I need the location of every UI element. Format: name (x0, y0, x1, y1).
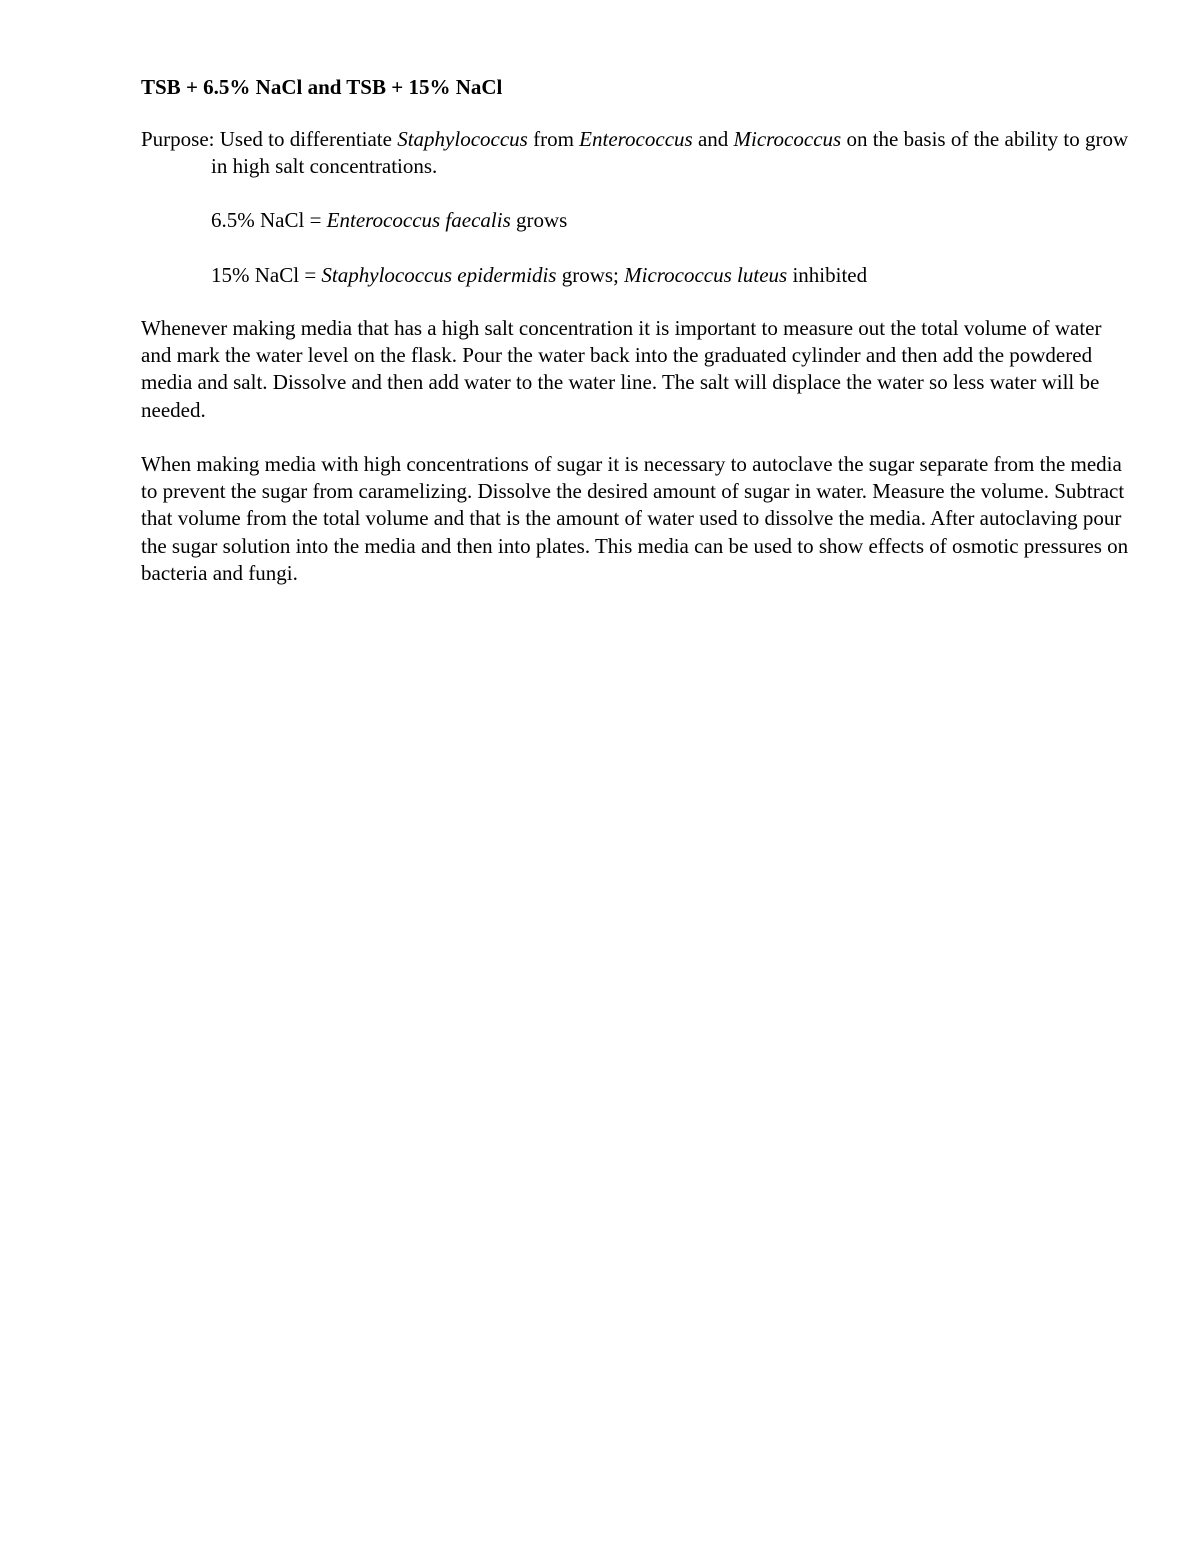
result-line-15-percent (211, 262, 867, 289)
purpose-text: on the basis of the ability to grow in high salt concentrations. (211, 127, 1129, 178)
result-line-6-5-percent (211, 207, 567, 234)
result-suffix: inhibited (787, 263, 868, 287)
purpose-text: from (527, 127, 580, 151)
organism-name: Staphylococcus (397, 127, 528, 151)
result-middle: grows; (556, 263, 625, 287)
document-title: TSB + 6.5% NaCl and TSB + 15% NaCl (141, 75, 503, 99)
purpose-text: and (692, 127, 734, 151)
organism-name: Enterococcus (579, 127, 693, 151)
purpose-label: Purpose: (141, 127, 215, 151)
result-prefix: 15% NaCl = (211, 263, 322, 287)
organism-name: Micrococcus (733, 127, 842, 151)
salt-media-paragraph: Whenever making media that has a high salt concentration it is important to measure out the total volume of water and mark the water level on the flask. Pour the water back into the graduated cylinder and then add the powdered media and salt. Dissolve and then add water to the water line. The salt will displace the water so less water will be needed. (141, 316, 1102, 422)
sugar-media-paragraph: When making media with high concentrations of sugar it is necessary to autoclave the sugar separate from the media to prevent the sugar from caramelizing. Dissolve the desired amount of sugar in water. Measure the volume. Subtract that volume from the total volume and that is the amount of water used to dissolve the media. After autoclaving pour the sugar solution into the media and then into plates. This media can be used to show effects of osmotic pressures on bacteria and fungi. (141, 452, 1129, 585)
organism-name: Enterococcus faecalis (326, 208, 511, 232)
organism-name: Staphylococcus epidermidis (321, 263, 557, 287)
organism-name: Micrococcus luteus (624, 263, 788, 287)
result-suffix: grows (510, 208, 568, 232)
purpose-paragraph (141, 126, 1141, 180)
result-prefix: 6.5% NaCl = (211, 208, 327, 232)
purpose-text: Used to differentiate (214, 127, 398, 151)
